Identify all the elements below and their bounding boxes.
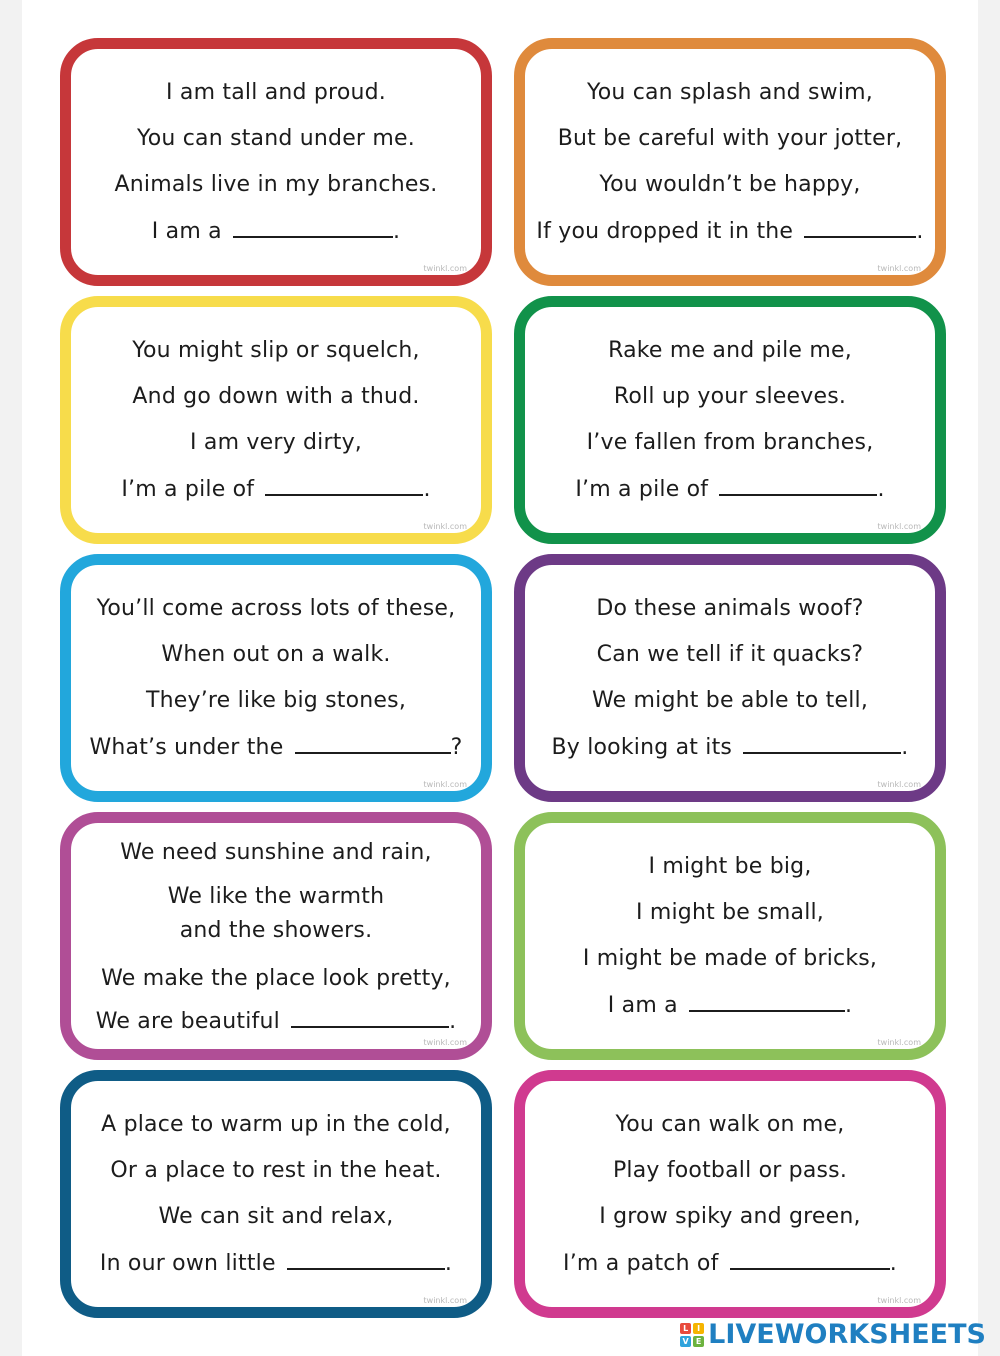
- card-line: A place to warm up in the cold,: [101, 1111, 451, 1137]
- card-answer-prompt: I am a: [607, 992, 686, 1018]
- answer-punctuation: .: [444, 1250, 453, 1276]
- riddle-card-7: [60, 812, 492, 1060]
- card-answer-prompt: In our own little: [99, 1250, 283, 1276]
- card-answer-line: [152, 218, 400, 245]
- card-line: When out on a walk.: [161, 641, 391, 667]
- twinkl-watermark: twinkl.com: [877, 780, 921, 789]
- liveworksheets-wordmark: LIVEWORKSHEETS: [708, 1319, 986, 1350]
- card-answer-line: [608, 992, 852, 1019]
- card-line: I might be small,: [635, 899, 825, 925]
- answer-blank[interactable]: [743, 734, 901, 754]
- twinkl-watermark: twinkl.com: [877, 1296, 921, 1305]
- twinkl-watermark: twinkl.com: [423, 1038, 467, 1047]
- badge-letter: V: [680, 1336, 691, 1347]
- card-line: Do these animals woof?: [596, 595, 864, 621]
- answer-blank[interactable]: [265, 476, 423, 496]
- answer-blank[interactable]: [689, 992, 845, 1012]
- card-line: We can sit and relax,: [158, 1203, 394, 1229]
- card-line: And go down with a thud.: [132, 383, 420, 409]
- card-line: Can we tell if it quacks?: [596, 641, 864, 667]
- card-line: You’ll come across lots of these,: [96, 595, 456, 621]
- riddle-card-4: [514, 296, 946, 544]
- card-line: You can splash and swim,: [586, 79, 874, 105]
- card-answer-line: [552, 734, 909, 761]
- card-line: You can walk on me,: [615, 1111, 845, 1137]
- twinkl-watermark: twinkl.com: [877, 1038, 921, 1047]
- card-answer-line: [575, 476, 884, 503]
- badge-letter: I: [693, 1323, 704, 1334]
- twinkl-watermark: twinkl.com: [877, 522, 921, 531]
- card-line: We need sunshine and rain,: [120, 839, 432, 865]
- card-answer-line: [96, 1008, 457, 1035]
- card-line: You can stand under me.: [137, 125, 415, 151]
- riddle-card-1: [60, 38, 492, 286]
- liveworksheets-logo[interactable]: [680, 1319, 986, 1350]
- card-line: But be careful with your jotter,: [557, 125, 903, 151]
- card-line: I am tall and proud.: [166, 79, 386, 105]
- answer-punctuation: .: [889, 1250, 897, 1276]
- card-answer-prompt: If you dropped it in the: [536, 218, 801, 244]
- card-line: You might slip or squelch,: [132, 337, 420, 363]
- twinkl-watermark: twinkl.com: [423, 264, 467, 273]
- card-answer-prompt: What’s under the: [89, 734, 291, 760]
- answer-punctuation: .: [449, 1008, 457, 1034]
- worksheet-page: [22, 0, 978, 1356]
- card-line: and the showers.: [179, 917, 373, 943]
- riddle-card-5: [60, 554, 492, 802]
- twinkl-watermark: twinkl.com: [423, 780, 467, 789]
- card-answer-prompt: I am a: [151, 218, 230, 244]
- riddle-card-2: [514, 38, 946, 286]
- card-answer-line: [89, 734, 462, 761]
- answer-punctuation: .: [916, 218, 924, 244]
- answer-punctuation: .: [423, 476, 431, 502]
- badge-letter: E: [693, 1336, 704, 1347]
- riddle-card-10: [514, 1070, 946, 1318]
- card-line: I might be big,: [648, 853, 812, 879]
- answer-blank[interactable]: [804, 218, 916, 238]
- card-line: We make the place look pretty,: [101, 965, 451, 991]
- answer-blank[interactable]: [287, 1250, 445, 1270]
- answer-blank[interactable]: [233, 218, 393, 238]
- card-answer-line: [536, 218, 923, 245]
- answer-punctuation: ?: [450, 734, 463, 760]
- card-line: I’ve fallen from branches,: [586, 429, 874, 455]
- card-line: I am very dirty,: [190, 429, 362, 455]
- card-answer-prompt: I’m a pile of: [575, 476, 716, 502]
- riddle-card-9: [60, 1070, 492, 1318]
- liveworksheets-badge-icon: [680, 1323, 704, 1347]
- riddle-card-8: [514, 812, 946, 1060]
- card-answer-prompt: We are beautiful: [95, 1008, 288, 1034]
- card-answer-prompt: By looking at its: [551, 734, 740, 760]
- card-line: Roll up your sleeves.: [613, 383, 847, 409]
- card-answer-line: [100, 1250, 452, 1277]
- card-line: Or a place to rest in the heat.: [110, 1157, 442, 1183]
- card-line: You wouldn’t be happy,: [599, 171, 861, 197]
- card-line: Play football or pass.: [612, 1157, 848, 1183]
- answer-blank[interactable]: [295, 734, 451, 754]
- card-line: Animals live in my branches.: [114, 171, 438, 197]
- riddle-card-6: [514, 554, 946, 802]
- twinkl-watermark: twinkl.com: [877, 264, 921, 273]
- card-line: They’re like big stones,: [145, 687, 407, 713]
- answer-punctuation: .: [877, 476, 885, 502]
- card-answer-prompt: I’m a patch of: [563, 1250, 726, 1276]
- card-line: Rake me and pile me,: [608, 337, 852, 363]
- card-line: We like the warmth: [167, 883, 385, 909]
- twinkl-watermark: twinkl.com: [423, 522, 467, 531]
- answer-punctuation: .: [393, 218, 401, 244]
- answer-blank[interactable]: [291, 1008, 449, 1028]
- answer-punctuation: .: [901, 734, 909, 760]
- badge-letter: L: [680, 1323, 691, 1334]
- card-line: I grow spiky and green,: [599, 1203, 861, 1229]
- card-answer-prompt: I’m a pile of: [121, 476, 262, 502]
- answer-blank[interactable]: [719, 476, 877, 496]
- card-line: I might be made of bricks,: [582, 945, 878, 971]
- answer-punctuation: .: [845, 992, 853, 1018]
- riddle-card-3: [60, 296, 492, 544]
- twinkl-watermark: twinkl.com: [423, 1296, 467, 1305]
- card-answer-line: [121, 476, 430, 503]
- card-answer-line: [563, 1250, 897, 1277]
- card-line: We might be able to tell,: [591, 687, 869, 713]
- answer-blank[interactable]: [730, 1250, 890, 1270]
